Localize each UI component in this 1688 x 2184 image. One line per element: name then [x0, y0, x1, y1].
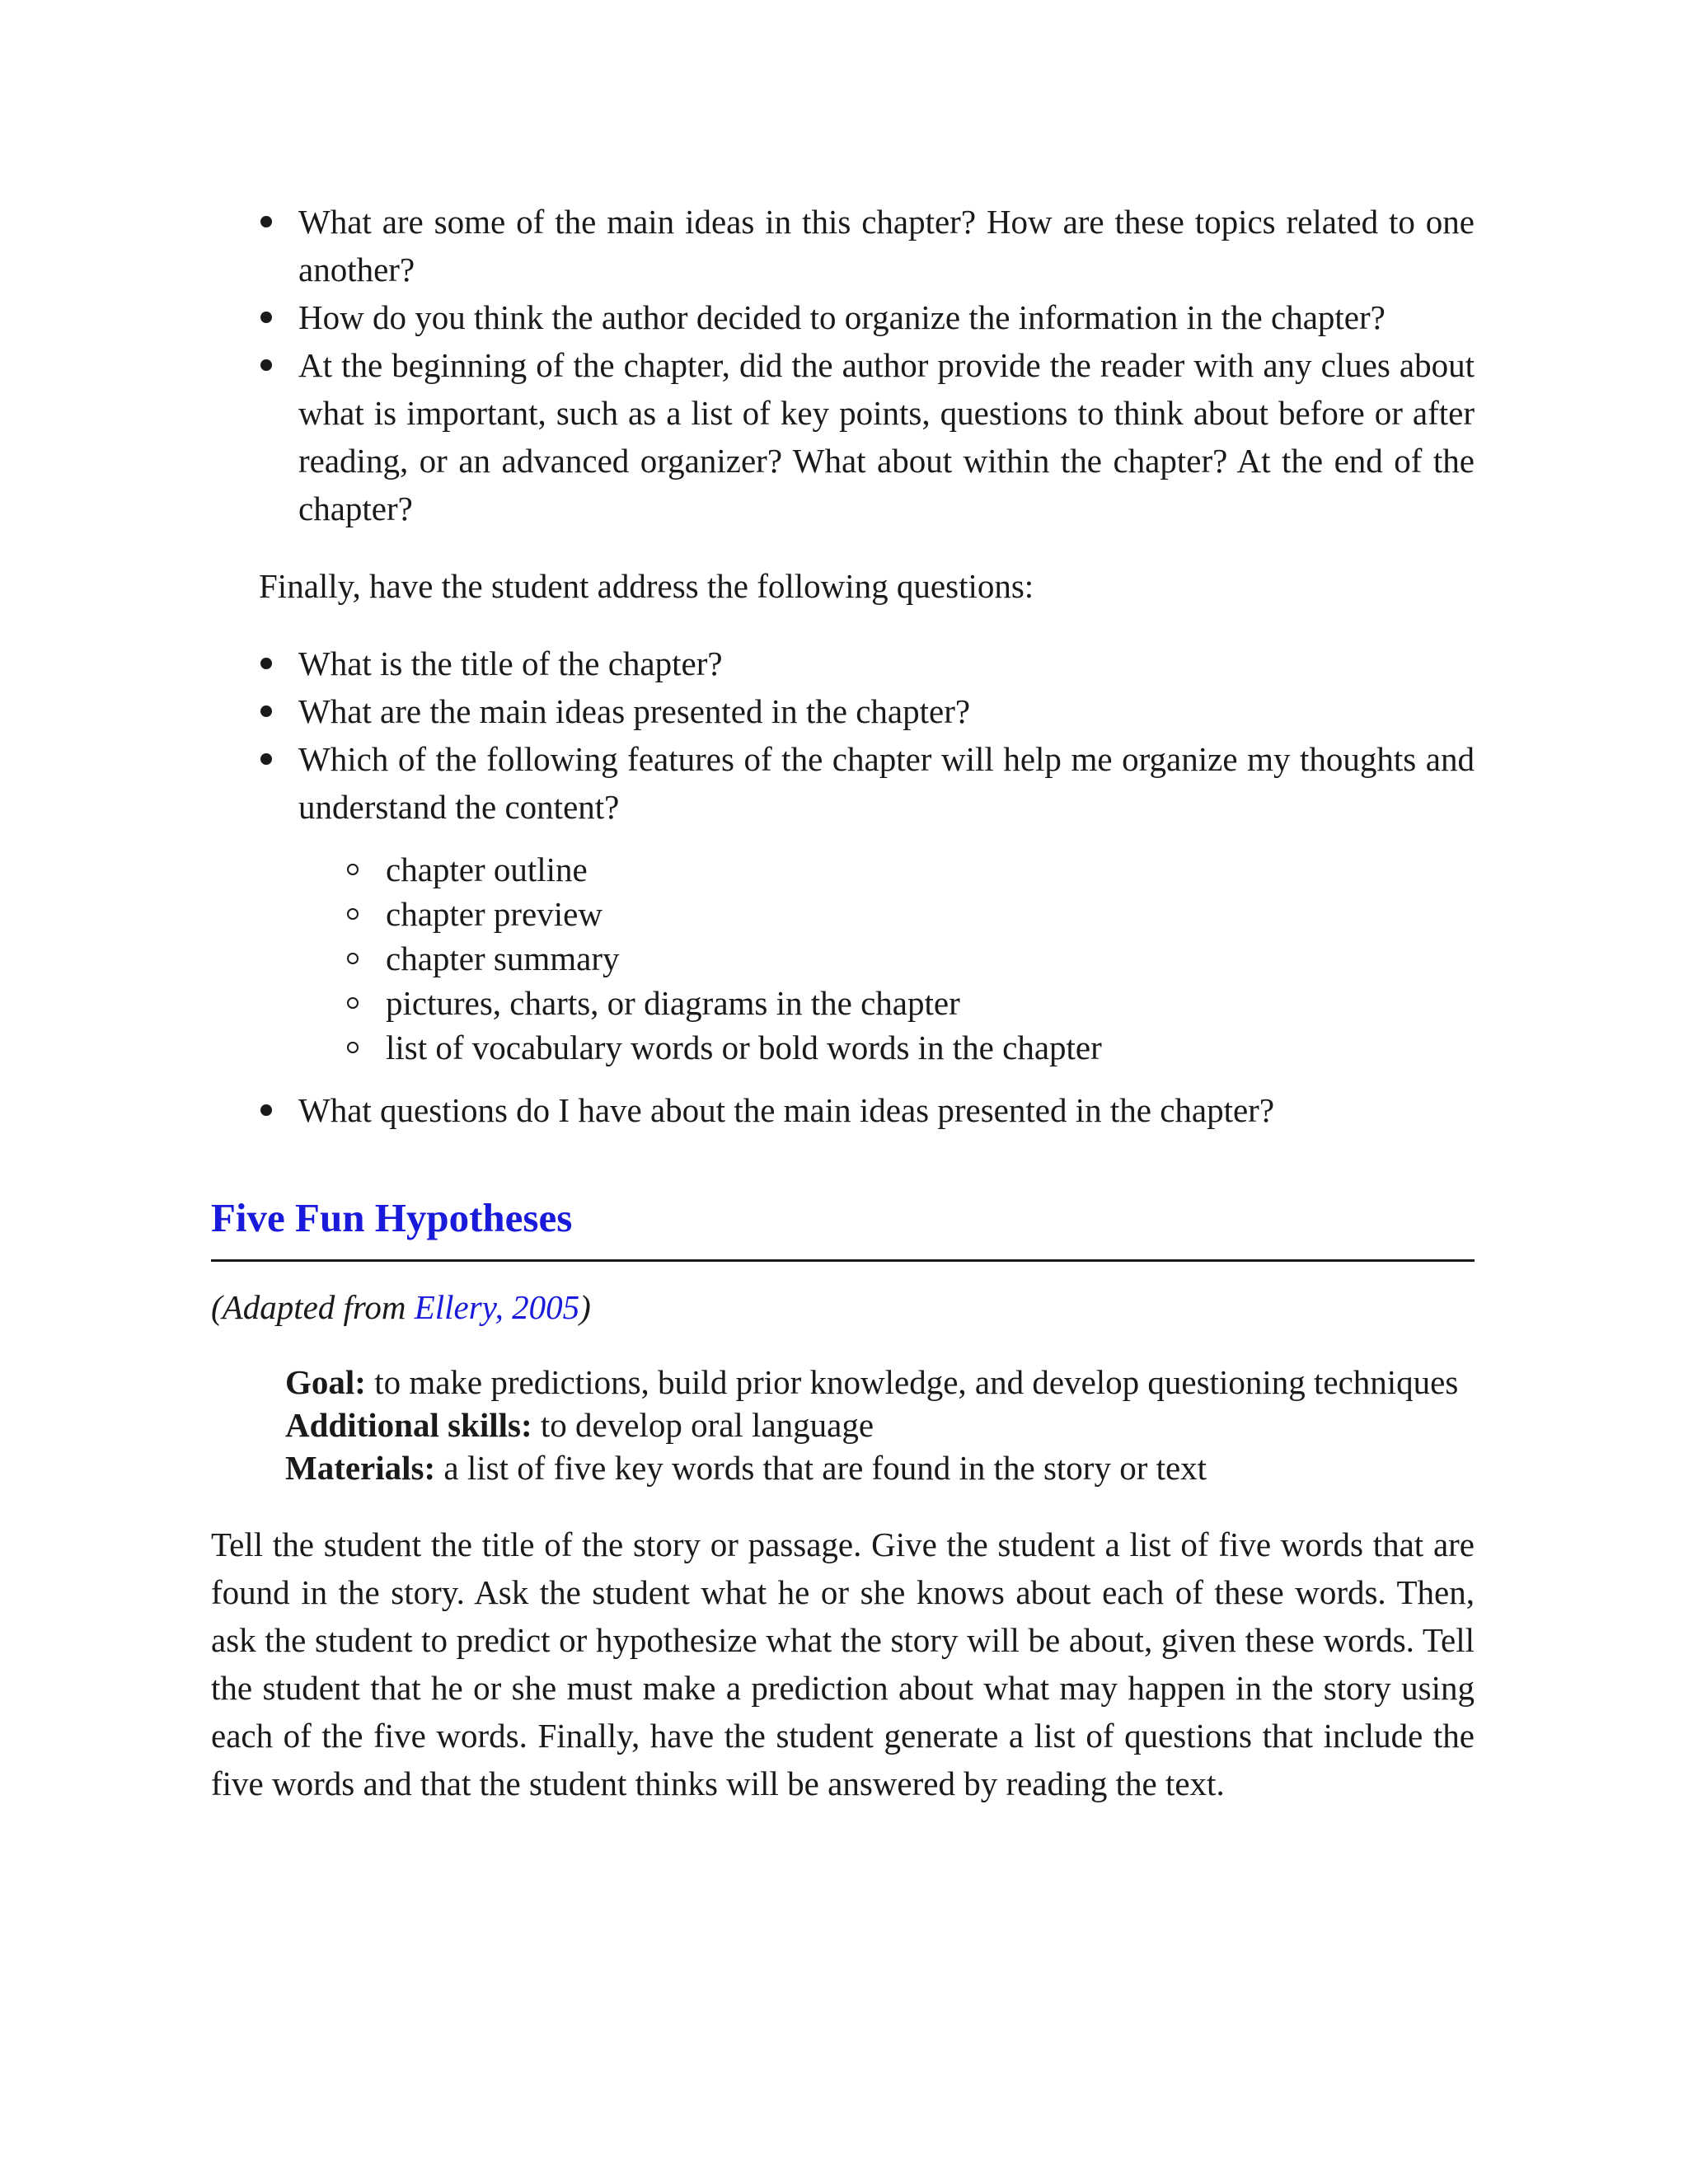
list-item — [259, 735, 1475, 1070]
activity-details — [285, 1361, 1475, 1489]
bullet-dot-icon — [260, 216, 272, 227]
list-item — [259, 687, 1475, 735]
bullet-dot-icon — [260, 359, 272, 371]
sub-item-text: pictures, charts, or diagrams in the chapter — [386, 984, 960, 1022]
question-bullet-list — [259, 640, 1475, 1134]
materials-text: a list of five key words that are found in the story or text — [435, 1449, 1207, 1487]
circle-bullet-icon — [347, 1042, 359, 1053]
sub-item-text: list of vocabulary words or bold words in the chapter — [386, 1029, 1102, 1066]
skills-label: Additional skills: — [285, 1406, 532, 1444]
circle-bullet-icon — [347, 997, 359, 1009]
skills-line — [285, 1404, 1475, 1446]
instructions-paragraph: Tell the student the title of the story or passage. Give the student a list of five words that are found in the story. Ask the student what he or she knows about each of these words. Then, ask the student to predict or hypothesize what the story will be about, given these words. Tell the student that he or she must make a prediction about what may happen in the story using each of the five words. Finally, have the student generate a list of questions that include the five words and that the student thinks will be answered by reading the text. — [211, 1526, 1475, 1802]
circle-bullet-icon — [347, 953, 359, 964]
list-item — [346, 936, 1475, 981]
list-item — [259, 341, 1475, 532]
bullet-text: What is the title of the chapter? — [298, 644, 723, 682]
bullet-dot-icon — [260, 658, 272, 669]
circle-bullet-icon — [347, 864, 359, 875]
sub-item-text: chapter outline — [386, 851, 588, 888]
citation-link[interactable]: Ellery, 2005 — [414, 1288, 580, 1326]
bullet-dot-icon — [260, 312, 272, 323]
heading-divider — [211, 1259, 1475, 1262]
finally-paragraph: Finally, have the student address the following questions: — [259, 567, 1034, 605]
sub-item-text: chapter preview — [386, 895, 603, 933]
goal-text: to make predictions, build prior knowledge, and develop questioning techniques — [365, 1363, 1459, 1401]
adapted-suffix: ) — [579, 1288, 591, 1326]
list-item — [346, 1025, 1475, 1070]
bullet-text: How do you think the author decided to organize the information in the chapter? — [298, 298, 1386, 336]
bullet-text: What are the main ideas presented in the chapter? — [298, 692, 971, 730]
adapted-from-line — [211, 1283, 1475, 1331]
bullet-text: What questions do I have about the main ideas presented in the chapter? — [298, 1091, 1275, 1129]
list-item — [259, 640, 1475, 687]
bullet-text: Which of the following features of the chapter will help me organize my thoughts and understand the content? — [298, 740, 1475, 826]
list-item — [259, 198, 1475, 293]
circle-bullet-icon — [347, 908, 359, 920]
materials-line — [285, 1446, 1475, 1489]
list-item — [346, 981, 1475, 1025]
bullet-dot-icon — [260, 705, 272, 717]
list-item — [346, 892, 1475, 936]
materials-label: Materials: — [285, 1449, 436, 1487]
adapted-prefix: (Adapted from — [211, 1288, 415, 1326]
skills-text: to develop oral language — [532, 1406, 874, 1444]
bullet-text: At the beginning of the chapter, did the author provide the reader with any clues about what is important, such as a list of key points, questions to think about before or after reading, or an advanced organizer? What about within the chapter? At the end of the chapter? — [298, 346, 1475, 527]
goal-label: Goal: — [285, 1363, 366, 1401]
intro-bullet-list — [259, 198, 1475, 532]
list-item — [346, 847, 1475, 892]
bullet-dot-icon — [260, 1104, 272, 1116]
feature-sub-list — [346, 847, 1475, 1070]
bullet-dot-icon — [260, 753, 272, 765]
document-page — [211, 198, 1475, 1807]
goal-line — [285, 1361, 1475, 1404]
list-item — [259, 293, 1475, 341]
list-item — [259, 1086, 1475, 1134]
sub-item-text: chapter summary — [386, 940, 620, 977]
section-heading: Five Fun Hypotheses — [211, 1195, 573, 1240]
bullet-text: What are some of the main ideas in this chapter? How are these topics related to one another? — [298, 203, 1475, 288]
